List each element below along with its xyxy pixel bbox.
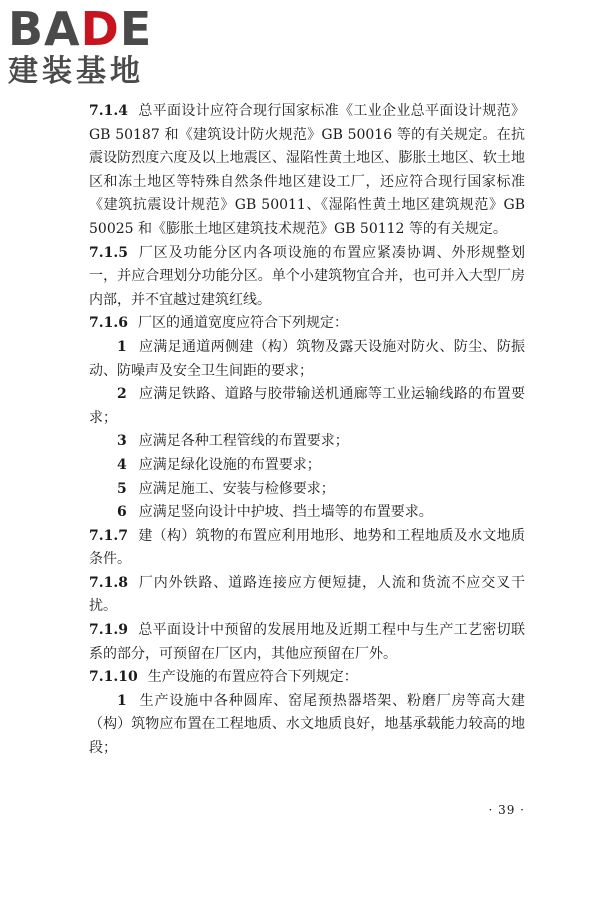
clause-7-1-4 bbox=[89, 100, 525, 242]
item-text: 应满足铁路、道路与胶带输送机通廊等工业运输线路的布置要求； bbox=[89, 386, 525, 426]
clause-text: 厂区及功能分区内各项设施的布置应紧凑协调、外形规整划一，并应合理划分功能分区。单个小建筑物宜合并，也可并入大型厂房内部，并不宜越过建筑红线。 bbox=[89, 244, 525, 308]
clause-text: 生产设施的布置应符合下列规定： bbox=[147, 669, 358, 686]
list-item bbox=[89, 478, 525, 502]
clause-number: 7.1.4 bbox=[89, 103, 128, 119]
clause-7-1-8 bbox=[89, 572, 525, 619]
clause-text: 厂内外铁路、道路连接应方便短捷，人流和货流不应交叉干扰。 bbox=[89, 574, 525, 615]
page-number: · 39 · bbox=[488, 803, 525, 817]
item-number: 4 bbox=[117, 456, 127, 473]
item-number: 1 bbox=[117, 692, 127, 709]
item-number: 6 bbox=[117, 504, 127, 521]
clause-7-1-5 bbox=[89, 242, 525, 313]
clause-text: 建（构）筑物的布置应利用地形、地势和工程地质及水文地质条件。 bbox=[89, 527, 525, 568]
list-item bbox=[89, 501, 525, 525]
item-text: 应满足各种工程管线的布置要求； bbox=[138, 433, 349, 450]
clause-number: 7.1.8 bbox=[89, 574, 128, 591]
clause-number: 7.1.5 bbox=[89, 244, 128, 261]
item-text: 应满足施工、安装与检修要求； bbox=[138, 480, 335, 497]
clause-7-1-7 bbox=[89, 525, 525, 572]
list-item bbox=[89, 430, 525, 454]
list-item bbox=[89, 690, 525, 761]
clause-7-1-6 bbox=[89, 312, 525, 336]
clause-7-1-10 bbox=[89, 666, 525, 690]
list-item bbox=[89, 454, 525, 478]
clause-7-1-9 bbox=[89, 619, 525, 666]
clause-text: 总平面设计应符合现行国家标准《工业企业总平面设计规范》GB 50187 和《建筑设计防火规范》GB 50016 等的有关规定。在抗震设防烈度六度及以上地震区、湿陷性黄土地区、膨胀土地区、软土地区和冻土地区等特殊自然条件地区建设工厂，还应符合现行国家标准《建筑抗震设计规范》GB 50011、《湿陷性黄土地区建筑规范》GB 50025 和《膨胀土地区建筑技术规范》GB 50112 等的有关规定。 bbox=[89, 103, 525, 237]
clause-number: 7.1.10 bbox=[89, 669, 138, 686]
logo-tagline: 建装基地 bbox=[8, 54, 144, 89]
item-number: 1 bbox=[117, 338, 127, 355]
item-text: 应满足绿化设施的布置要求； bbox=[138, 456, 321, 473]
item-number: 3 bbox=[117, 433, 127, 450]
list-item bbox=[89, 336, 525, 383]
item-text: 应满足通道两侧建（构）筑物及露天设施对防火、防尘、防振动、防噪声及安全卫生间距的要求； bbox=[89, 338, 525, 379]
logo-wordmark: BADE bbox=[8, 2, 153, 56]
clause-text: 总平面设计中预留的发展用地及近期工程中与生产工艺密切联系的部分，可预留在厂区内，其他应预留在厂外。 bbox=[89, 622, 525, 662]
item-text: 应满足竖向设计中护坡、挡土墙等的布置要求。 bbox=[138, 504, 433, 521]
document-body bbox=[89, 100, 525, 761]
item-number: 5 bbox=[117, 480, 127, 497]
clause-number: 7.1.9 bbox=[89, 622, 128, 639]
clause-number: 7.1.7 bbox=[89, 527, 128, 544]
list-item bbox=[89, 383, 525, 430]
bade-logo bbox=[8, 2, 178, 96]
clause-number: 7.1.6 bbox=[89, 315, 128, 332]
clause-text: 厂区的通道宽度应符合下列规定： bbox=[137, 315, 348, 332]
item-number: 2 bbox=[117, 386, 127, 403]
item-text: 生产设施中各种圆库、窑尾预热器塔架、粉磨厂房等高大建（构）筑物应布置在工程地质、水文地质良好，地基承载能力较高的地段； bbox=[89, 692, 525, 757]
